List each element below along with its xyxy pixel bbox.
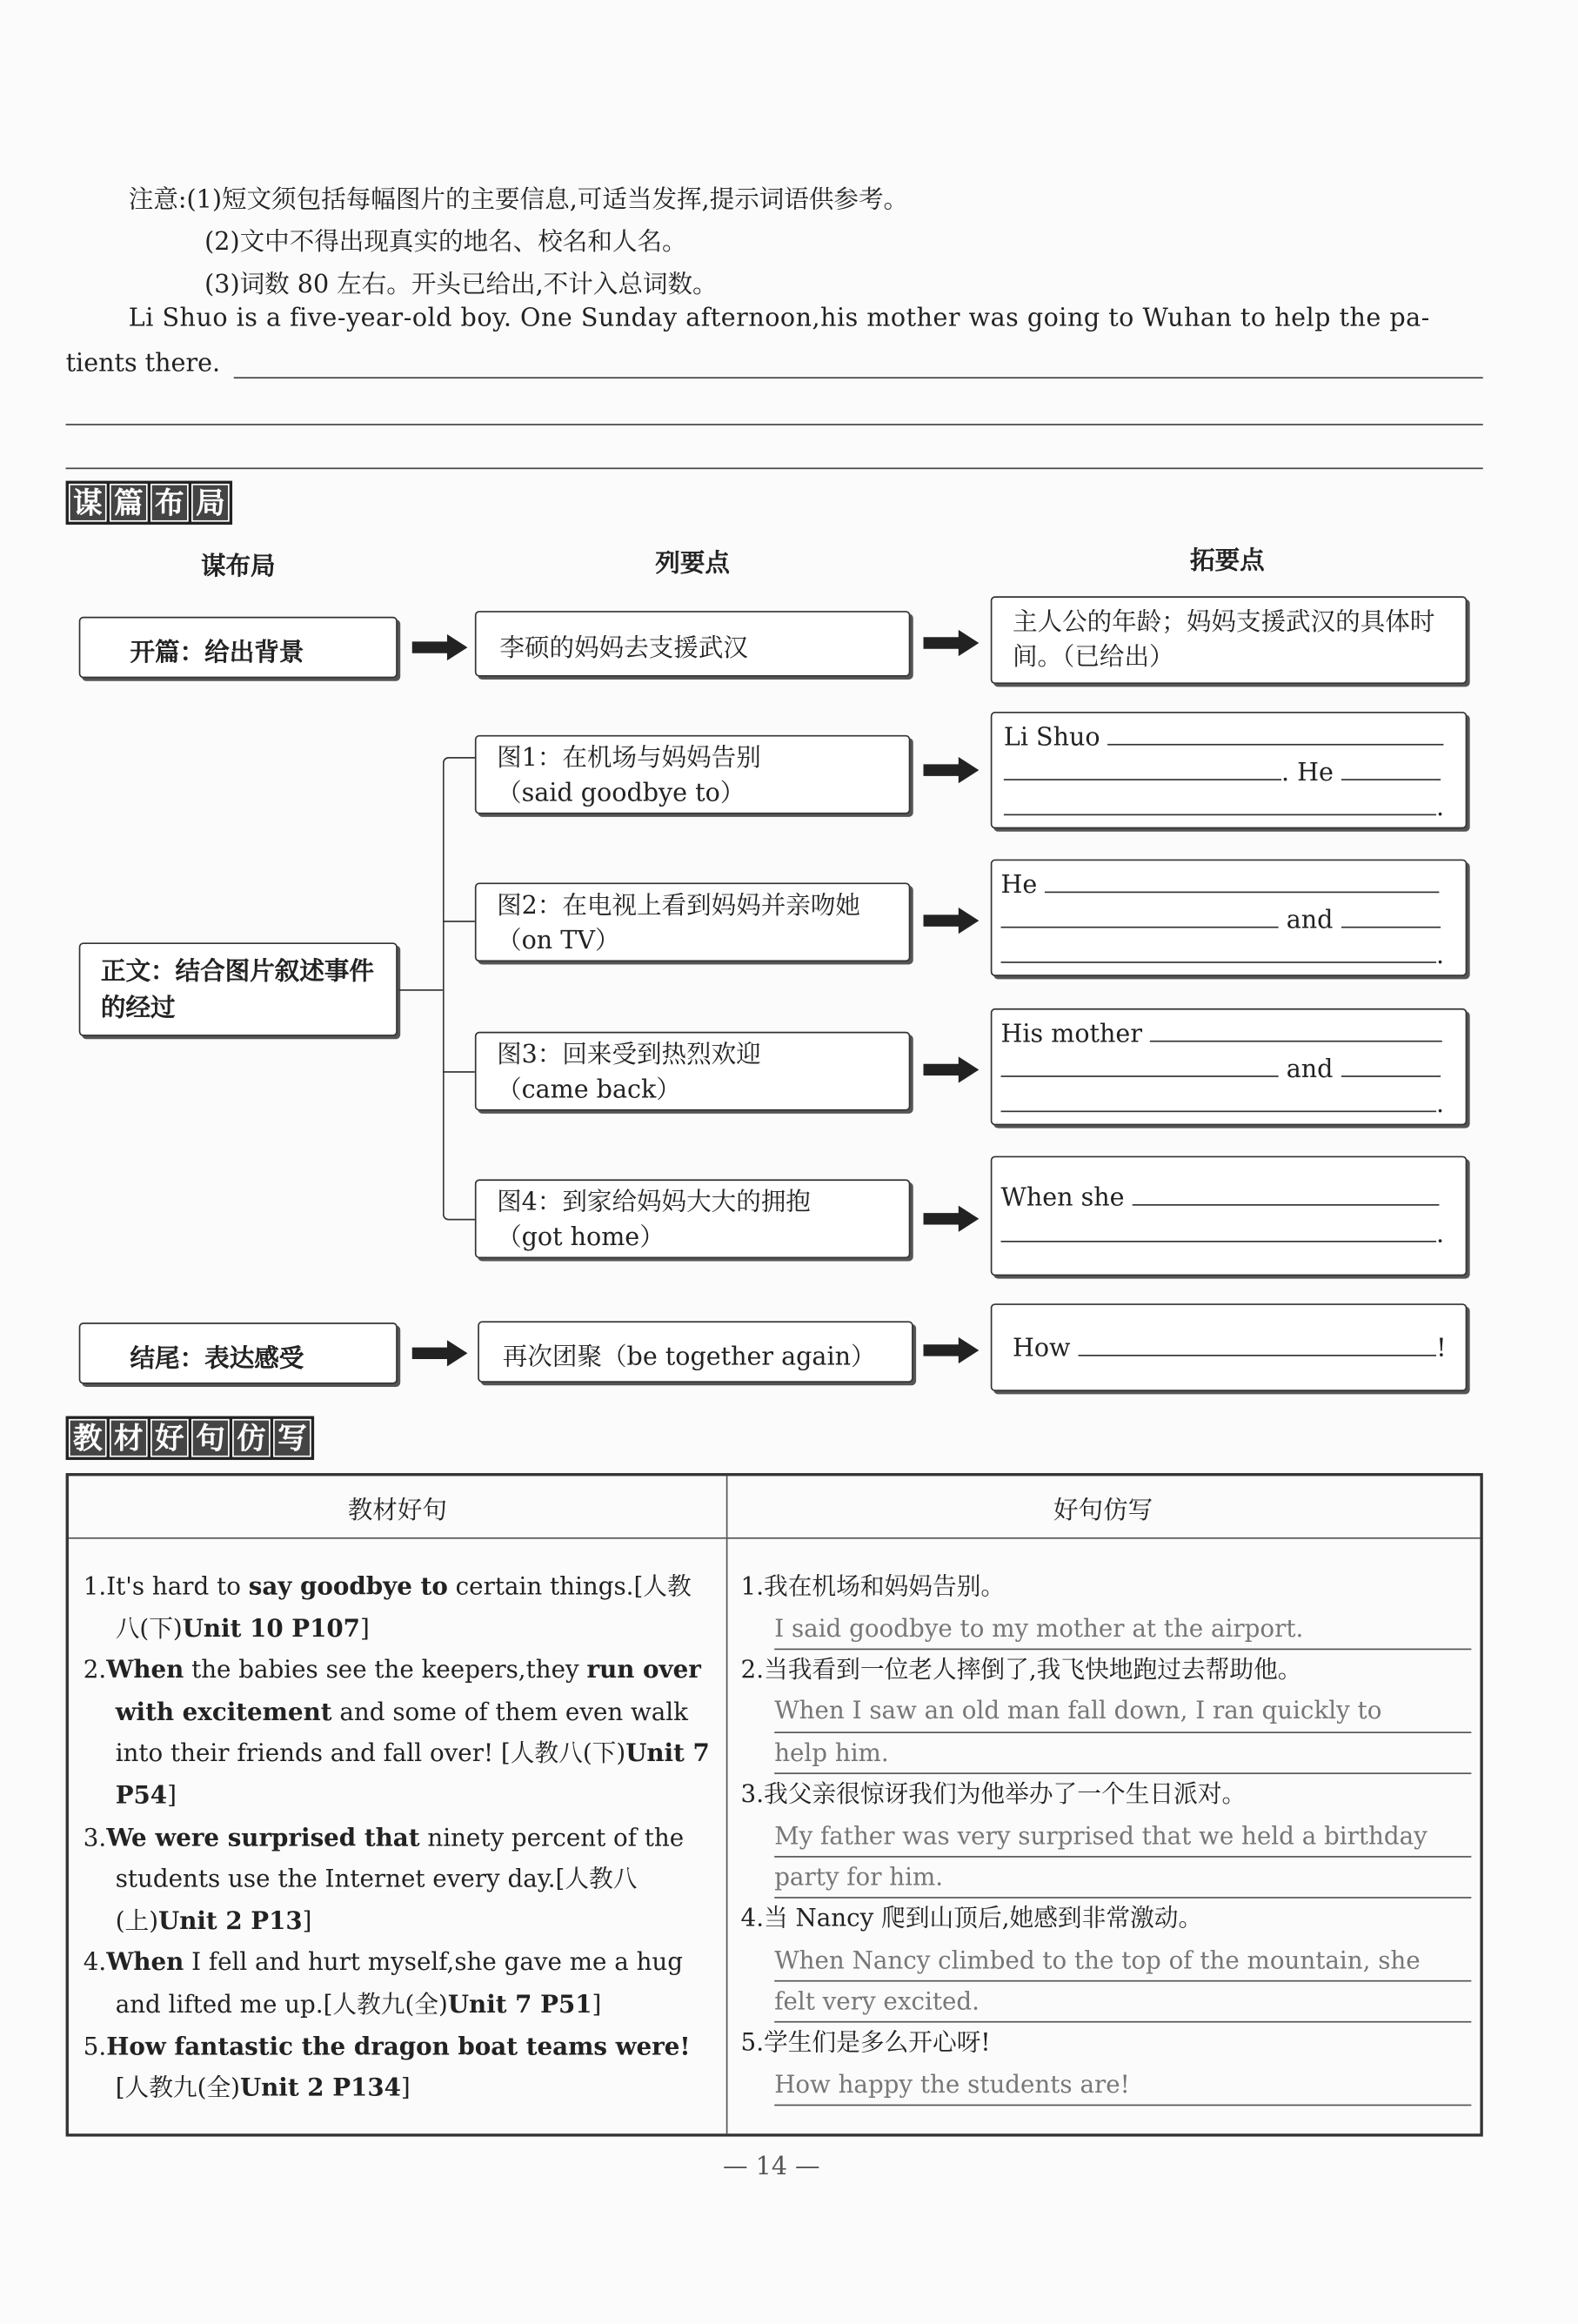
body-box: 正文：结合图片叙述事件的经过 [79, 942, 398, 1035]
exclamation: ! [1436, 1334, 1447, 1364]
header-char: 谋 [69, 484, 107, 522]
note-1: 注意:(1)短文须包括每幅图片的主要信息,可适当发挥,提示词语供参考。 [128, 185, 909, 215]
sentence-text: and some of them even walk into their friends and fall over! [人教八(下) [115, 1698, 688, 1768]
arrow-right-icon [924, 1206, 980, 1232]
bracket-line [443, 921, 475, 922]
sentence-text: ] [359, 1614, 370, 1643]
answer-prompt: . He [1281, 758, 1334, 788]
answer-blank[interactable] [1133, 1181, 1440, 1206]
sentence-text: ] [302, 1906, 312, 1935]
answer-blank[interactable] [1004, 755, 1281, 780]
arrow-right-icon [924, 1337, 980, 1363]
opening-expand-box: 主人公的年龄；妈妈支援武汉的具体时间。（已给出） [991, 596, 1468, 684]
bracket-line [399, 989, 443, 991]
answer-blank[interactable] [1001, 903, 1279, 928]
opening-box: 开篇：给出背景 [79, 617, 398, 679]
textbook-sentences [80, 1567, 712, 2110]
key-phrase: Unit 7 P54 [115, 1739, 710, 1810]
key-phrase: run over with excitement [115, 1656, 701, 1726]
writing-line[interactable] [66, 467, 1483, 469]
answer-line[interactable]: party for him. [774, 1858, 1471, 1899]
picture-1-title: 图1：在机场与妈妈告别 [497, 743, 761, 774]
item-number: 4. [83, 1948, 107, 1977]
sentence-text: ] [400, 2073, 411, 2102]
writing-line[interactable] [66, 424, 1483, 425]
answer-prompt: Li Shuo [1003, 723, 1100, 753]
item-number: 3. [83, 1823, 107, 1852]
arrow-right-icon [924, 630, 980, 656]
period: . [1436, 1220, 1445, 1250]
column-header-layout: 谋布局 [200, 552, 276, 582]
period: . [1436, 1089, 1445, 1120]
column-header-expand: 拓要点 [1190, 546, 1265, 576]
answer-prompt: How [1012, 1334, 1071, 1364]
key-phrase: say goodbye to [248, 1572, 448, 1601]
key-phrase: How fantastic the dragon boat teams were! [106, 2032, 691, 2060]
textbook-sentence [80, 1651, 712, 1818]
answer-prompt: and [1286, 906, 1334, 935]
chinese-prompt: 5.学生们是多么开心呀! [740, 2029, 991, 2057]
answer-blank[interactable] [1150, 1017, 1442, 1042]
bracket-line [443, 1071, 475, 1073]
header-char: 材 [110, 1419, 148, 1457]
page-number: — 14 — [723, 2153, 820, 2182]
sentence-text: ] [167, 1781, 177, 1810]
picture-1-box [475, 735, 911, 814]
ending-answer-box[interactable] [991, 1303, 1468, 1391]
picture-4-answer-box[interactable] [991, 1156, 1468, 1276]
key-phrase: When [106, 1948, 184, 1977]
note-3: (3)词数 80 左右。开头已给出,不计入总词数。 [204, 270, 718, 300]
sentence-text: the babies see the keepers,they [184, 1656, 587, 1684]
sentence-text: certain things.[人教八(下) [115, 1572, 692, 1643]
answer-line[interactable]: I said goodbye to my mother at the airport. [774, 1609, 1471, 1651]
picture-2-answer-box[interactable] [991, 860, 1468, 976]
section-header-planning [66, 481, 232, 525]
arrow-right-icon [412, 1340, 468, 1366]
sentence-text: I fell and hurt myself,she gave me a hug and lifted me up.[人教九(全) [115, 1948, 684, 2019]
header-char: 局 [191, 484, 230, 522]
answer-line[interactable]: My father was very surprised that we held a birthday [774, 1816, 1471, 1858]
writing-line[interactable] [234, 377, 1483, 378]
header-char: 好 [150, 1419, 189, 1457]
chinese-prompt: 1.我在机场和妈妈告别。 [740, 1572, 1006, 1601]
answer-blank[interactable] [1001, 1088, 1437, 1113]
opening-line-1: Li Shuo is a five-year-old boy. One Sunday afternoon,his mother was going to Wuhan to help the pa- [128, 304, 1430, 333]
item-number: 1. [83, 1572, 107, 1601]
header-char: 写 [273, 1419, 311, 1457]
answer-blank[interactable] [1004, 791, 1436, 816]
sentence-text: It's hard to [106, 1572, 249, 1601]
answer-prompt: When she [1000, 1183, 1125, 1214]
picture-3-hint: （came back） [497, 1075, 681, 1105]
picture-1-hint: （said goodbye to） [497, 779, 746, 808]
answer-line[interactable]: When I saw an old man fall down, I ran quickly to [774, 1691, 1471, 1733]
key-phrase: Unit 2 P134 [239, 2073, 401, 2102]
picture-4-title: 图4：到家给妈妈大大的拥抱 [497, 1188, 811, 1218]
header-char: 句 [191, 1419, 230, 1457]
answer-line[interactable]: When Nancy climbed to the top of the mountain, she [774, 1940, 1471, 1982]
section-header-sentences [66, 1417, 315, 1460]
textbook-sentence [80, 1943, 712, 2026]
sentence-table [66, 1473, 1483, 2137]
answer-prompt: and [1286, 1055, 1334, 1085]
picture-3-box [475, 1032, 911, 1111]
answer-blank[interactable] [1001, 1217, 1437, 1242]
header-char: 教 [69, 1419, 107, 1457]
bracket [443, 757, 477, 1220]
key-phrase: Unit 2 P13 [158, 1906, 303, 1935]
arrow-right-icon [924, 1056, 980, 1082]
table-divider [726, 1476, 728, 2133]
sentence-text: ] [592, 1990, 602, 2019]
picture-1-answer-box[interactable] [991, 712, 1468, 828]
opening-line-2: tients there. [65, 349, 221, 379]
picture-4-box [475, 1179, 911, 1258]
answer-blank[interactable] [1001, 938, 1437, 963]
answer-blank[interactable] [1001, 1052, 1279, 1077]
period: . [1436, 794, 1445, 823]
table-header-textbook: 教材好句 [69, 1476, 726, 1538]
sentence-text: [人教九(全) [115, 2073, 240, 2102]
note-2: (2)文中不得出现真实的地名、校名和人名。 [204, 228, 687, 258]
picture-2-box: 图2：在电视上看到妈妈并亲吻她（on TV） [475, 882, 911, 961]
sentence-text: ninety percent of the students use the Internet every day.[人教八(上) [115, 1823, 685, 1935]
picture-3-answer-box[interactable] [991, 1008, 1468, 1125]
key-phrase: Unit 7 P51 [447, 1990, 592, 2019]
header-char: 仿 [232, 1419, 271, 1457]
answer-blank[interactable] [1341, 1052, 1441, 1077]
ending-box: 结尾：表达感受 [79, 1323, 398, 1384]
arrow-right-icon [924, 757, 980, 783]
picture-4-hint: （got home） [497, 1222, 665, 1253]
item-number: 2. [83, 1656, 107, 1684]
answer-line[interactable]: How happy the students are! [774, 2065, 1471, 2106]
answer-prompt: He [1000, 871, 1038, 901]
opening-point-box: 李硕的妈妈去支援武汉 [475, 611, 911, 677]
key-phrase: Unit 10 P107 [182, 1614, 360, 1643]
answer-prompt: His mother [1000, 1020, 1142, 1049]
chinese-prompt: 4.当 Nancy 爬到山顶后,她感到非常激动。 [740, 1904, 1203, 1932]
chinese-prompt: 3.我父亲很惊讶我们为他举办了一个生日派对。 [740, 1779, 1247, 1808]
answer-blank[interactable] [1079, 1331, 1437, 1356]
textbook-sentence [80, 1818, 712, 1943]
arrow-right-icon [412, 634, 468, 660]
ending-point-box: 再次团聚（be together again） [478, 1321, 913, 1383]
answer-line[interactable]: felt very excited. [774, 1982, 1471, 2024]
chinese-prompt: 2.当我看到一位老人摔倒了,我飞快地跑过去帮助他。 [740, 1655, 1302, 1684]
column-header-points: 列要点 [655, 549, 730, 579]
picture-3-title: 图3：回来受到热烈欢迎 [497, 1040, 761, 1070]
table-header-imitation: 好句仿写 [726, 1476, 1481, 1538]
period: . [1436, 941, 1445, 971]
textbook-sentence [80, 2026, 712, 2110]
answer-blank[interactable] [1341, 755, 1441, 780]
answer-blank[interactable] [1341, 903, 1441, 928]
answer-blank[interactable] [1045, 868, 1439, 894]
textbook-sentence [80, 1567, 712, 1651]
key-phrase: When [106, 1656, 184, 1684]
key-phrase: We were surprised that [106, 1823, 420, 1852]
answer-blank[interactable] [1108, 720, 1444, 746]
answer-line[interactable]: help him. [774, 1733, 1471, 1775]
imitation-sentences [741, 1567, 1472, 2106]
header-char: 篇 [110, 484, 148, 522]
header-char: 布 [150, 484, 189, 522]
item-number: 5. [83, 2032, 107, 2060]
arrow-right-icon [924, 907, 980, 934]
